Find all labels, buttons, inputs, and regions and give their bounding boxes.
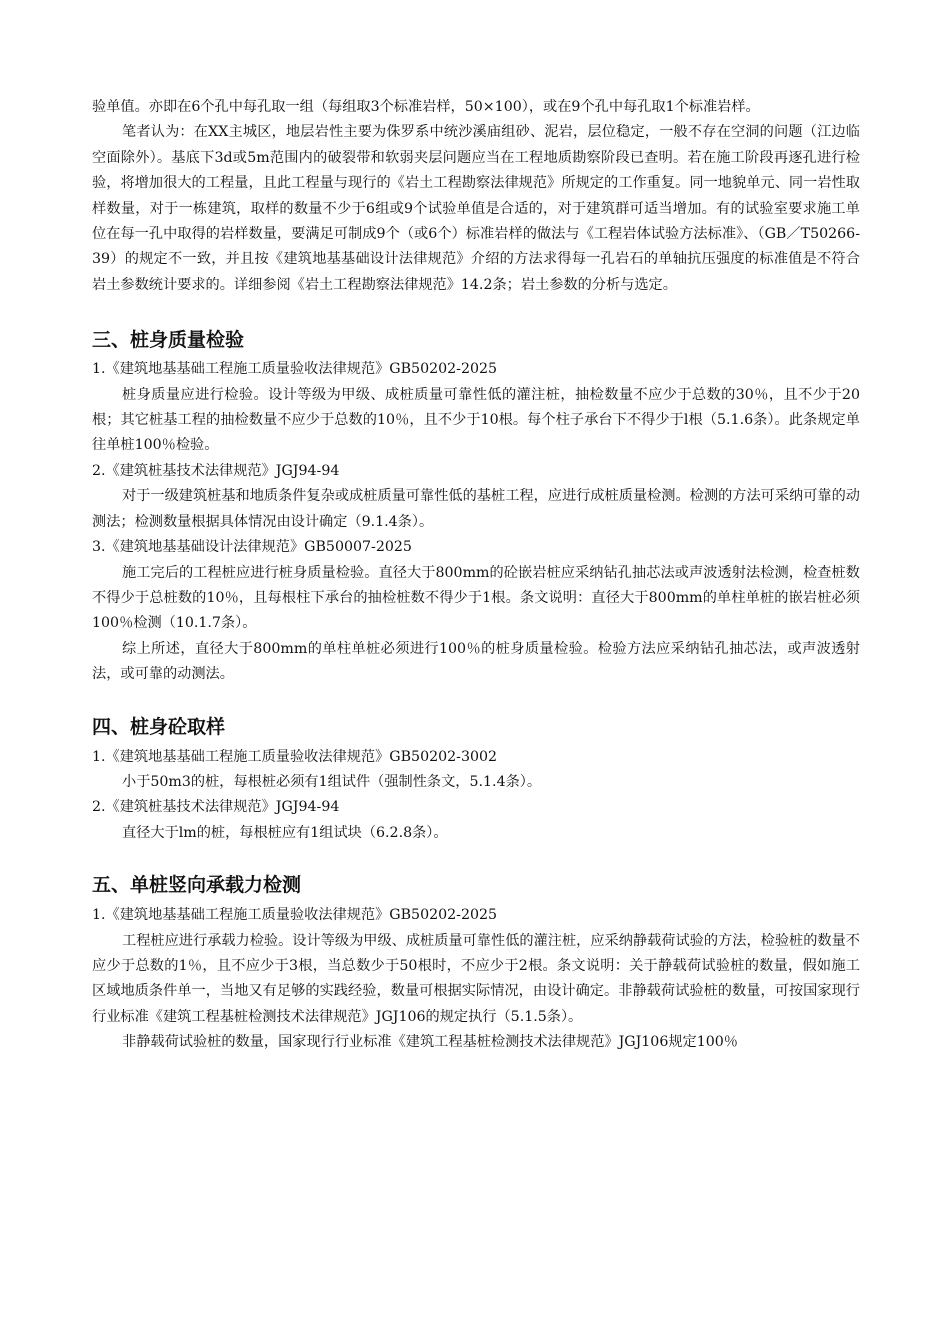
intro-paragraph-1: 验单值。亦即在6个孔中每孔取一组（每组取3个标准岩样，50×100），或在9个孔中每孔取1个标准岩样。: [92, 99, 760, 115]
section-3-paragraph-3: 施工完后的工程桩应进行桩身质量检验。直径大于800mm的砼嵌岩桩应采纳钻孔抽芯法或声波透射法检测，检查桩数不得少于总桩数的10％，且每根柱下承台的抽检桩数不得少于1根。条文说明：直径大于800mm的单柱单桩的嵌岩桩必须100％检测（10.1.7条）。: [92, 564, 860, 632]
section-4-heading: 四、桩身砼取样: [92, 715, 226, 738]
section-5-heading: 五、单桩竖向承载力检测: [92, 874, 302, 897]
section-3-paragraph-2: 对于一级建筑桩基和地质条件复杂或成桩质量可靠性低的基桩工程，应进行成桩质量检测。检测的方法可采纳可靠的动测法；检测数量根据具体情况由设计确定（9.1.4条）。: [92, 488, 860, 530]
section-3-paragraph-1: 桩身质量应进行检验。设计等级为甲级、成桩质量可靠性低的灌注桩，抽检数量不应少于总数的30％，且不少于20根；其它桩基工程的抽检数量不应少于总数的10％，且不少于10根。每个柱子承台下不得少于l根（5.1.6条）。此条规定单往单桩100％检验。: [92, 386, 860, 454]
section-5-paragraph-2: 非静载荷试验桩的数量，国家现行行业标准《建筑工程基桩检测技术法律规范》JGJ106规定100％: [122, 1034, 738, 1051]
section-3-reference-1: 1.《建筑地基基础工程施工质量验收法律规范》GB50202-2025: [92, 361, 498, 378]
section-4-reference-2: 2.《建筑桩基技术法律规范》JGJ94-94: [92, 799, 340, 816]
section-5-reference-1: 1.《建筑地基基础工程施工质量验收法律规范》GB50202-2025: [92, 907, 498, 924]
section-5-paragraph-1: 工程桩应进行承载力检验。设计等级为甲级、成桩质量可靠性低的灌注桩，应采纳静载荷试验的方法，检验桩的数量不应少于总数的1％，且不应少于3根，当总数少于50根时，不应少于2根。条文说明：关于静载荷试验桩的数量，假如施工区域地质条件单一，当地又有足够的实践经验，数量可根据实际情况，由设计确定。非静载荷试验桩的数量，可按国家现行行业标准《建筑工程基桩检测技术法律规范》JGJ106的规定执行（5.1.5条）。: [92, 932, 860, 1025]
section-3-reference-3: 3.《建筑地基基础设计法律规范》GB50007-2025: [92, 539, 412, 556]
document-page: [92, 95, 860, 1056]
section-3-summary: 综上所述，直径大于800mm的单柱单桩必须进行100％的桩身质量检验。检验方法应采纳钻孔抽芯法，或声波透射法，或可靠的动测法。: [92, 640, 860, 683]
section-4-reference-1: 1.《建筑地基基础工程施工质量验收法律规范》GB50202-3002: [92, 748, 498, 765]
section-3-reference-2: 2.《建筑桩基技术法律规范》JGJ94-94: [92, 462, 340, 479]
section-4-paragraph-1: 小于50m3的桩，每根桩必须有1组试件（强制性条文，5.1.4条）。: [122, 773, 542, 790]
intro-paragraph-2: 笔者认为：在XX主城区，地层岩性主要为侏罗系中统沙溪庙组砂、泥岩，层位稳定，一般不存在空洞的问题（江边临空面除外）。基底下3d或5m范围内的破裂带和软弱夹层问题应当在工程地质勘察阶段已查明。若在施工阶段再逐孔进行检验，将增加很大的工程量，且此工程量与现行的《岩土工程勘察法律规范》所规定的工作重复。同一地貌单元、同一岩性取样数量，对于一栋建筑，取样的数量不少于6组或9个试验单值是合适的，对于建筑群可适当增加。有的试验室要求施工单位在每一孔中取得的岩样数量，要满足可制成9个（或6个）标准岩样的做法与《工程岩体试验方法标准》、（GB／T50266-39）的规定不一致，并且按《建筑地基基础设计法律规范》介绍的方法求得每一孔岩石的单轴抗压强度的标准值是不符合岩土参数统计要求的。详细参阅《岩土工程勘察法律规范》14.2条；岩土参数的分析与选定。: [92, 124, 860, 293]
section-4-paragraph-2: 直径大于lm的桩，每根桩应有1组试块（6.2.8条）。: [122, 824, 448, 841]
section-3-heading: 三、桩身质量检验: [92, 329, 245, 352]
